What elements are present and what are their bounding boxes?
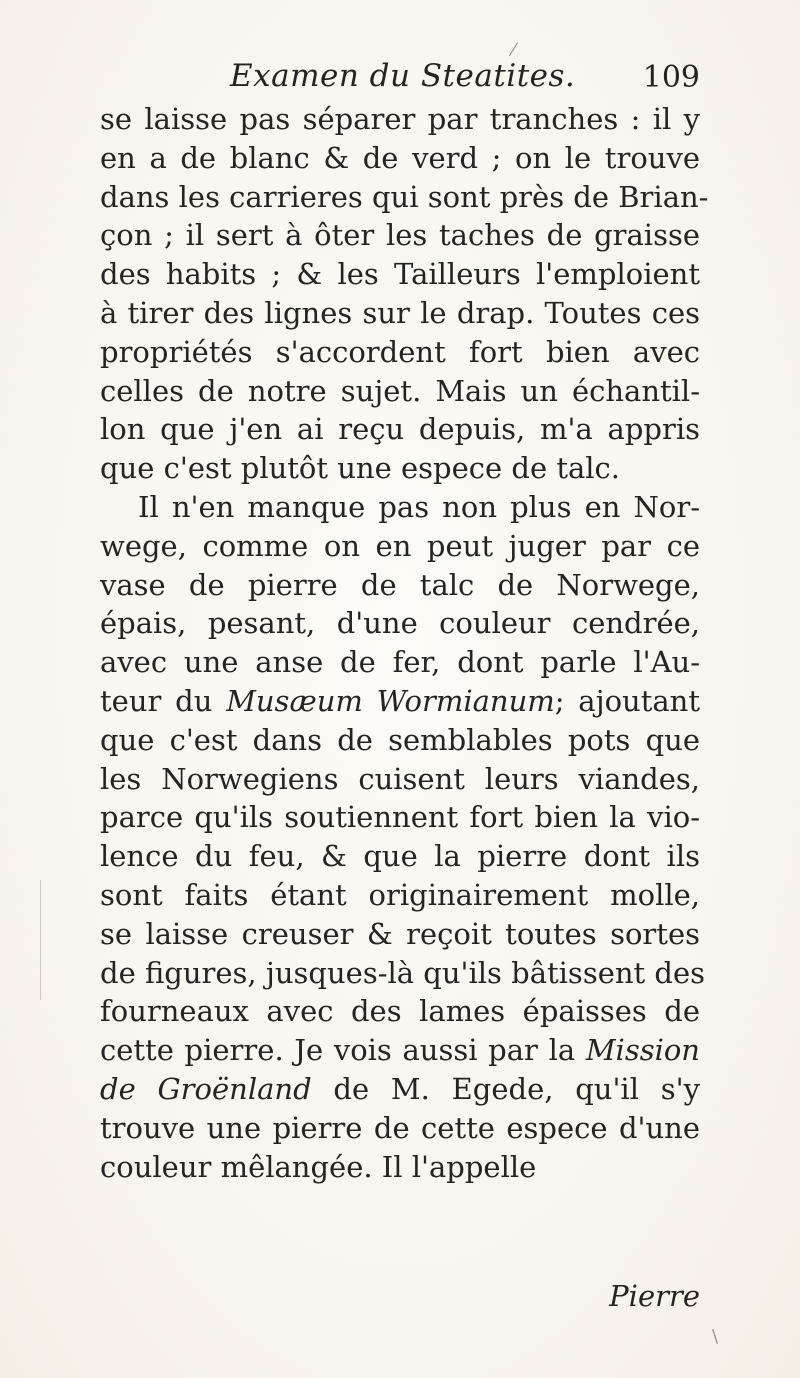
page-header: [200, 58, 700, 102]
italic-title: Mission: [585, 1033, 700, 1068]
text-line: parce qu'ils soutiennent fort bien la vio-: [100, 800, 700, 835]
text-line: épais, pesant, d'une couleur cendrée,: [100, 606, 700, 641]
text-segment: teur du: [100, 683, 227, 718]
text-line: celles de notre sujet. Mais un échantil-: [100, 373, 700, 408]
text-line-with-italic: [100, 682, 700, 721]
text-line: lence du feu, & que la pierre dont ils: [100, 839, 700, 874]
text-line: se laisse pas séparer par tranches : il y: [100, 102, 700, 136]
text-line: avec une anse de fer, dont parle l'Au-: [100, 645, 700, 680]
text-line: à tirer des lignes sur le drap. Toutes ces: [100, 295, 700, 330]
text-line: trouve une pierre de cette espece d'une: [100, 1110, 700, 1145]
ink-mark: ⁄: [512, 40, 516, 61]
running-title: Examen du Steatites.: [230, 58, 576, 94]
text-line: vase de pierre de talc de Norwege,: [100, 567, 700, 602]
catchword: Pierre: [609, 1279, 700, 1313]
text-line: dans les carrieres qui sont près de Brian-: [100, 179, 709, 214]
text-line-with-italic: [100, 1031, 700, 1070]
text-segment: de M. Egede, qu'il s'y: [311, 1071, 700, 1106]
text-line: couleur mêlangée. Il l'appelle: [100, 1149, 537, 1184]
text-line: des habits ; & les Tailleurs l'emploient: [100, 257, 700, 292]
text-line: wege, comme on en peut juger par ce: [100, 528, 700, 563]
text-line: Il n'en manque pas non plus en Nor-: [138, 489, 700, 524]
text-line: en a de blanc & de verd ; on le trouve: [100, 140, 700, 175]
italic-title: Musæum Wormianum: [226, 683, 555, 718]
text-line: les Norwegiens cuisent leurs viandes,: [100, 761, 700, 796]
text-line: lon que j'en ai reçu depuis, m'a appris: [100, 412, 700, 447]
text-line: çon ; il sert à ôter les taches de graisse: [100, 218, 700, 253]
text-segment: cette pierre. Je vois aussi par la: [100, 1033, 576, 1068]
text-line: de figures, jusques-là qu'ils bâtissent des: [100, 955, 706, 990]
text-line: propriétés s'accordent fort bien avec: [100, 334, 700, 369]
text-line: que c'est plutôt une espece de talc.: [100, 451, 621, 486]
italic-title: de Groënland: [100, 1071, 312, 1106]
text-line-with-italic: [100, 1070, 700, 1109]
ink-mark: \: [712, 1326, 719, 1347]
text-line: se laisse creuser & reçoit toutes sortes: [100, 916, 700, 951]
text-line: que c'est dans de semblables pots que: [100, 722, 700, 757]
text-segment: ; ajoutant: [554, 683, 701, 718]
text-line: fourneaux avec des lames épaisses de: [100, 994, 700, 1029]
binding-edge-mark: [40, 880, 41, 1000]
text-line: sont faits étant originairement molle,: [100, 877, 700, 912]
page-number: 109: [642, 60, 700, 95]
body-text: [100, 100, 709, 1186]
